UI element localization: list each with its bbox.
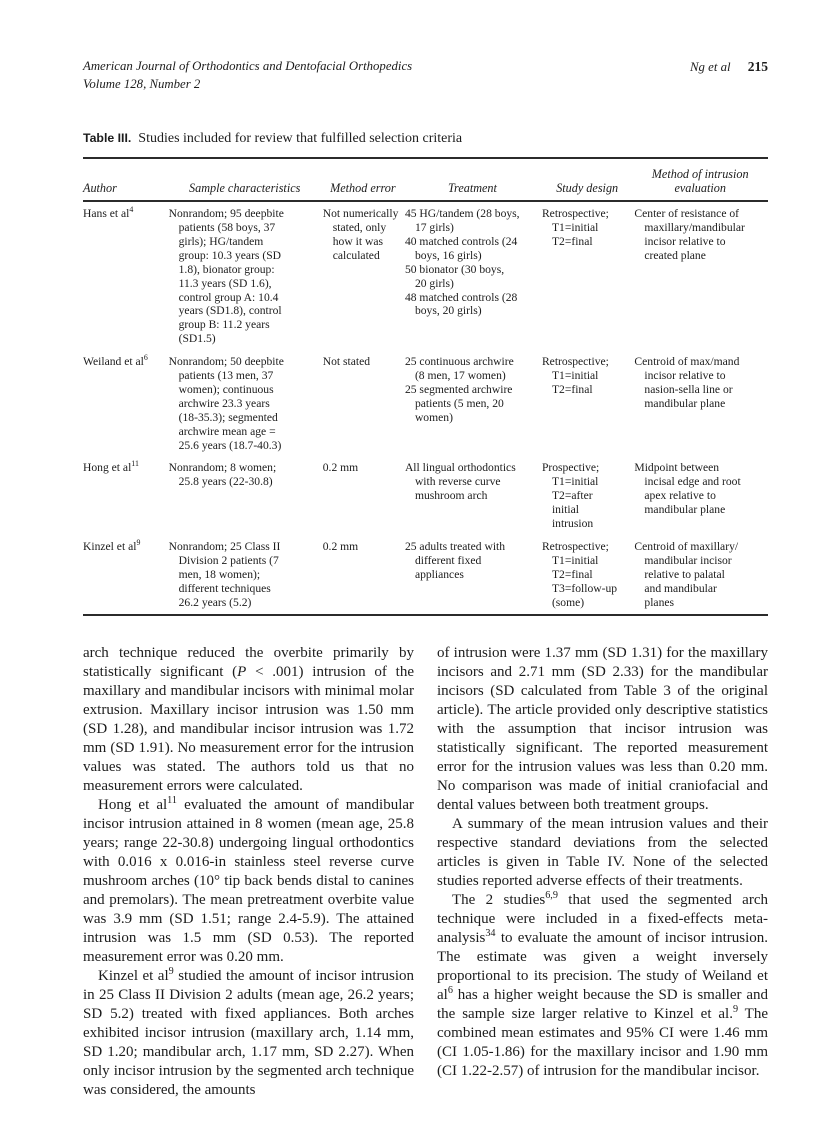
paragraph: A summary of the mean intrusion values and their respective standard deviations from the selected articles is given in Table IV. None of the selected studies reported adverse effects of their treatments.: [437, 815, 768, 889]
running-head-left: [83, 58, 412, 94]
cell-evaluation: Center of resistance of maxillary/mandibular incisor relative to created plane: [634, 207, 745, 262]
paragraph: arch technique reduced the overbite primarily by statistically significant (P < .001) intrusion of the maxillary and mandibular incisors with minimal molar extrusion. Maxillary incisor intrusion was 1.50 mm (SD 1.28), and mandibular incisor intrusion was 1.72 mm (SD 1.91). No measurement error for the intrusion values was stated. The authors told us that no measurement errors were calculated.: [83, 644, 414, 794]
journal-volume-line: Volume 128, Number 2: [83, 76, 201, 91]
table-row: [83, 350, 768, 456]
cell-author: Hans et $al^4$: [83, 205, 134, 221]
cell-study-design: Retrospective; T1=initial T2=final: [541, 355, 609, 396]
body-text: [83, 644, 768, 1100]
running-head-authors: Ng et al: [690, 60, 731, 74]
cell-treatment: 45 HG/tandem (28 boys, 17 girls) 40 matched controls (24 boys, 16 girls) 50 bionator (30 boys, 20 girls) 48 matched controls (28 boys, 20 girls): [404, 207, 520, 318]
table-title: Studies included for review that fulfilled selection criteria: [138, 130, 463, 146]
cell-study-design: Prospective; T1=initial T2=after initial intrusion: [541, 461, 600, 531]
cell-method-error: 0.2 mm: [322, 540, 359, 553]
table-row: [83, 456, 768, 535]
table-header-row: [83, 158, 768, 201]
cell-method-error: Not stated: [322, 355, 371, 369]
paragraph: of intrusion were 1.37 mm (SD 1.31) for the maxillary incisors and 2.71 mm (SD 2.33) for the mandibular incisors (SD calculated from Table 3 of the original article). The article provided only descriptive statistics with the assumption that incisor intrusion was statistically significant. The reported measurement error for the intrusion values was less than 0.20 mm. No comparison was made of initial craniofacial and dental values between both treatment groups.: [437, 644, 768, 813]
cell-study-design: Retrospective; T1=initial T2=final T3=follow-up (some): [541, 540, 618, 609]
cell-sample-characteristics: Nonrandom; 95 deepbite patients (58 boys, 37 girls); HG/tandem group: 10.3 years (SD 1.8), bionator group: 11.3 years (SD 1.6), control group A: 10.4 years (SD1.8), control group B: 11.2 years (SD1.5): [168, 207, 284, 346]
cell-evaluation: Midpoint between incisal edge and root apex relative to mandibular plane: [634, 461, 741, 517]
column-header-method-error: Method error: [323, 158, 405, 201]
cell-author: Kinzel et $al^9$: [83, 538, 141, 553]
paragraph: Kinzel et $al^9$ studied the amount of incisor intrusion in 25 Class II Division 2 adults (mean age, 26.2 years; SD 5.2) treated with fixed appliances. Both arches exhibited incisor intrusion (maxillary arch, 1.14 mm, SD 1.20; mandibular arch, 1.17 mm, SD 2.27). When only incisor intrusion by the segmented arch technique was considered, the amounts: [83, 965, 414, 1098]
column-header-sample-characteristics: Sample characteristics: [169, 158, 323, 201]
cell-author: Weiland et $al^6$: [83, 353, 148, 369]
paragraph: Hong et $al^{11}$ evaluated the amount of mandibular incisor intrusion attained in 8 women (mean age, 25.8 years; range 22-30.8) undergoing lingual orthodontics with 0.016 x 0.016-in stainless steel reverse curve mushroom arches (10° tip back bends distal to canines and premolars). The mean pretreatment overbite value was 3.9 mm (SD 1.51; range 2.4-5.9). The attained intrusion was 1.5 mm (SD 0.53). The reported measurement error was 0.20 mm.: [83, 794, 415, 965]
column-header-method-of-intrusion-evaluation: Method of intrusion evaluation: [634, 158, 768, 201]
column-header-author: Author: [83, 158, 169, 201]
table-caption: [83, 130, 768, 148]
cell-study-design: Retrospective; T1=initial T2=final: [541, 207, 609, 248]
cell-evaluation: Centroid of max/mand incisor relative to nasion-sella line or mandibular plane: [634, 355, 740, 410]
page-number: 215: [747, 59, 768, 74]
cell-treatment: All lingual orthodontics with reverse curve mushroom arch: [404, 461, 516, 503]
table-label: Table III.: [83, 130, 132, 145]
cell-treatment: 25 continuous archwire (8 men, 17 women) 25 segmented archwire patients (5 men, 20 women): [404, 355, 514, 424]
column-header-study-design: Study design: [542, 158, 634, 201]
studies-table: [83, 157, 768, 616]
running-head-right: [690, 58, 768, 77]
cell-evaluation: Centroid of maxillary/ mandibular incisor relative to palatal and mandibular planes: [634, 540, 739, 609]
cell-treatment: 25 adults treated with different fixed appliances: [404, 540, 506, 581]
cell-author: Hong et $al^{11}$: [83, 459, 139, 475]
table-row: [83, 535, 768, 615]
column-header-treatment: Treatment: [405, 158, 542, 201]
cell-sample-characteristics: Nonrandom; 8 women; 25.8 years (22-30.8): [168, 461, 277, 489]
body-right-column: [437, 644, 768, 1100]
paragraph: The 2 studies$^{6,9}$ that used the segmented arch technique were included in a fixed-effects meta-analysis$^{34}$ to evaluate the amount of incisor intrusion. The estimate was given a weight inversely proportional to its precision. The study of Weiland et $al^6$ has a higher weight because the SD is smaller and the sample size larger relative to Kinzel et al.$^9$ The combined mean estimates and 95% CI were 1.46 mm (CI 1.05-1.86) for the maxillary incisor and 1.90 mm (CI 1.22-2.57) of intrusion for the mandibular incisor.: [437, 889, 768, 1079]
table-row: [83, 201, 768, 350]
cell-method-error: Not numerically stated, only how it was calculated: [322, 207, 399, 262]
cell-method-error: 0.2 mm: [322, 461, 359, 475]
body-left-column: [83, 644, 414, 1100]
cell-sample-characteristics: Nonrandom; 25 Class II Division 2 patients (7 men, 18 women); different techniques 26.2 years (5.2): [168, 540, 281, 609]
page-header: [83, 58, 768, 94]
cell-sample-characteristics: Nonrandom; 50 deepbite patients (13 men, 37 women); continuous archwire 23.3 years (18-35.3); segmented archwire mean age = 25.6 years (18.7-40.3): [168, 355, 284, 452]
journal-title: American Journal of Orthodontics and Dentofacial Orthopedics: [83, 59, 413, 73]
